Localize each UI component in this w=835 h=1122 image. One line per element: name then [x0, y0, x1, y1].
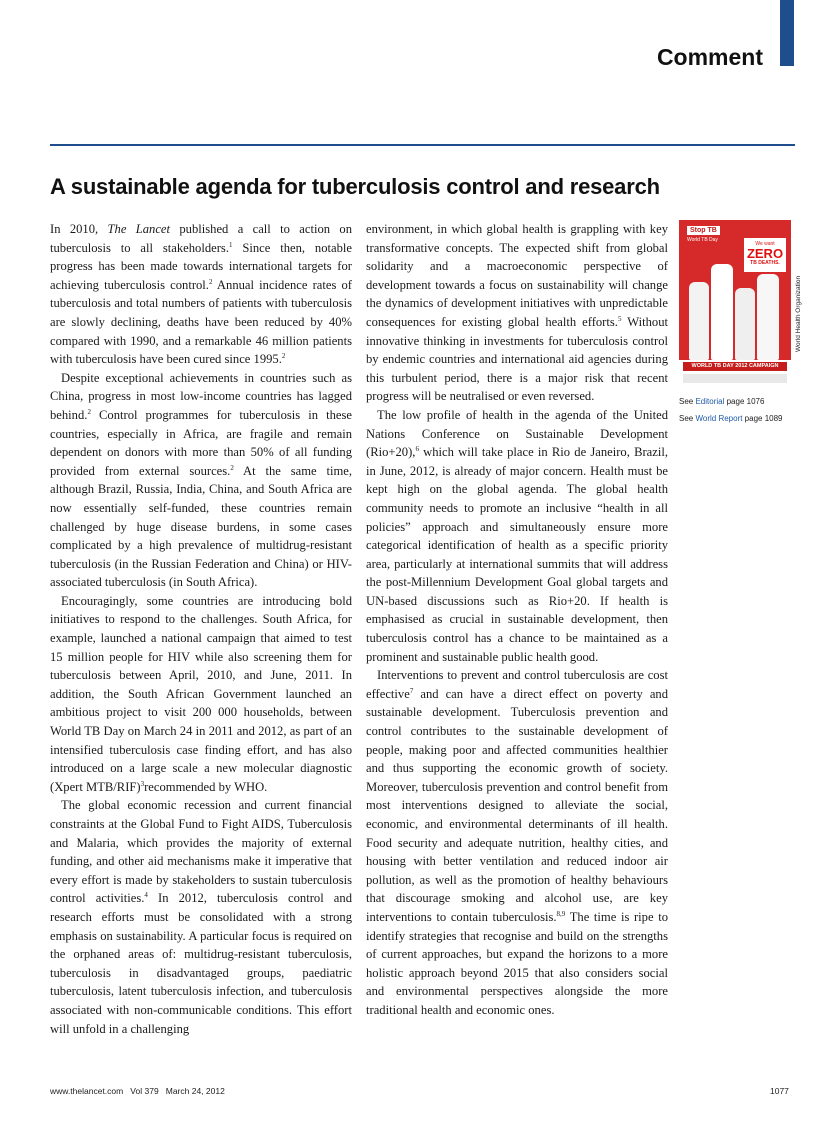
- reference: 2: [230, 463, 234, 472]
- poster-logos: [683, 374, 787, 383]
- reference: 2: [87, 407, 91, 416]
- reference: 2: [281, 352, 286, 361]
- section-title: Comment: [656, 44, 763, 70]
- reference: 6: [415, 445, 419, 454]
- poster-band: [679, 360, 791, 386]
- poster-figure: [735, 288, 755, 360]
- poster-tag: Stop TB: [687, 226, 720, 235]
- reference: 1: [228, 240, 233, 249]
- paragraph: Despite exceptional achievements in countries such as China, progress in most low-income countries has lagged behind.$^2$ Control programmes for tuberculosis in these countries, especially in Africa, are fragile and remain dependent on donors with more than 50% of all funding provided from external sources.$^2$ At the same time, although Brazil, Russia, India, China, and South Africa are now essentially self-funded, these countries remain challenged by huge disease burdens, in some cases complicated by a high prevalence of multidrug-resistant tuberculosis (in the Russian Federation and China) or HIV-associated tuberculosis (in South Africa).: [50, 370, 352, 590]
- page-number: 1077: [770, 1086, 789, 1096]
- poster-figure: [689, 282, 709, 360]
- campaign-poster-image: [679, 220, 791, 386]
- right-column: [366, 220, 668, 1020]
- reference: 3: [140, 779, 145, 788]
- header-rule: [50, 144, 795, 146]
- image-credit: World Health Organization: [795, 275, 802, 352]
- sidebar: [679, 220, 807, 423]
- left-column: [50, 220, 352, 1038]
- paragraph: The global economic recession and current financial constraints at the Global Fund to Fight AIDS, Tuberculosis and Malaria, which provides the majority of external funding, and other aid mechanisms make it imperative that every effort is made by stakeholders to sustain tuberculosis control activities.$^4$ In 2012, tuberculosis control and research efforts must be consolidated with a strong emphasis on sustainability. A particular focus is required on the orphaned areas of: multidrug-resistant tuberculosis, tuberculosis in disadvantaged groups, paediatric tuberculosis, latent tuberculosis infection, and tuberculosis associated with non-communicable conditions. This effort will unfold in a challenging: [50, 798, 352, 1036]
- paragraph: Encouragingly, some countries are introducing bold initiatives to respond to the challenges. South Africa, for example, launched a national campaign that aimed to test 15 million people for HIV while also screening them for tuberculosis between April, 2010, and June, 2011. In addition, the South African Government launched an ambitious project to visit 200 000 households, between World TB Day on March 24 in 2011 and 2012, as part of an intensified tuberculosis case finding effort, and has also introduced on a large scale a new molecular diagnostic (Xpert MTB/RIF)$^3$recommended by WHO.: [50, 593, 352, 794]
- poster-campaign-label: WORLD TB DAY 2012 CAMPAIGN: [683, 362, 787, 371]
- poster-figure: [757, 274, 779, 360]
- poster-subtitle: World TB Day: [687, 237, 718, 243]
- footer-journal-info: www.thelancet.com Vol 379 March 24, 2012: [50, 1086, 225, 1096]
- poster-figure: [711, 264, 733, 360]
- see-editorial: See Editorial page 1076: [679, 397, 765, 406]
- paragraph: Interventions to prevent and control tuberculosis are cost effective$^7$ and can have a direct effect on poverty and sustainable development. Tuberculosis prevention and control contributes to the sustainable development of people, making poor and affected communities healthier and thus supporting the economic growth of society. Moreover, tuberculosis prevention and control benefit from most interventions designed to alleviate the social, economic, and environmental determinants of ill health. Food security and adequate nutrition, healthy cities, and housing with better ventilation and reduced indoor air pollution, as well as the promotion of healthy behaviours that discourage smoking and alcohol use, are key interventions to contain tuberculosis.$^{8,9}$ The time is ripe to identify strategies that recognise and build on the strengths of current approaches, but expand the horizons to a more holistic approach beyond 2015 that also considers social and environmental perspectives alongside the more traditional health and economic ones.: [366, 668, 668, 1017]
- reference: 8,9: [556, 909, 566, 918]
- journal-name: The Lancet: [107, 222, 171, 236]
- reference: 5: [617, 314, 622, 323]
- reference: 2: [208, 277, 213, 286]
- world-report-link[interactable]: World Report: [695, 414, 743, 423]
- article-title: A sustainable agenda for tuberculosis control and research: [50, 174, 660, 199]
- editorial-link[interactable]: Editorial: [695, 397, 725, 406]
- reference: 4: [144, 891, 148, 900]
- see-world-report: See World Report page 1089: [679, 414, 783, 423]
- paragraph: The low profile of health in the agenda of the United Nations Conference on Sustainable Development (Rio+20),$^6$ which will take place in Rio de Janeiro, Brazil, in June, 2012, is already of major concern. Health must be kept high on the global agenda. The global health community needs to promote an inclusive “health in all policies” approach and simultaneously ensure more categorical identification of health as a specific priority area, particularly at international summits that will address the post-Millennium Development Goal global targets and UN-based discussions such as Rio+20. If health is emphasised as crucial in sustainable development, then tuberculosis control has a chance to be maintained as a prominent and sustainable public health good.: [366, 407, 668, 664]
- paragraph: environment, in which global health is grappling with key transformative concepts. The expected shift from global solidarity and a macroeconomic perspective of development towards a focus on sustainability will change the dynamics of development initiatives with unpredictable consequences for existing global health efforts.$^5$ Without innovative thinking in investments for tuberculosis control by endemic countries and international aid agencies during this turbulent period, there is a major risk that recent progress will be neutralised or even reversed.: [366, 222, 668, 404]
- section-bar: [780, 0, 794, 66]
- reference: 7: [409, 686, 414, 695]
- paragraph: In 2010, The Lancet published a call to action on tuberculosis to all stakeholders.$^1$ Since then, notable progress has been made towards international targets for achieving tuberculosis control.$^2$ Annual incidence rates of tuberculosis and total numbers of patients with tuberculosis are slowly declining, deaths have been reduced by 40% compared with 1990, and a remarkable 46 million patients with tuberculosis have been cured since 1995.$^2$: [50, 222, 353, 367]
- poster-headline: We want ZERO TB DEATHS.: [744, 238, 786, 272]
